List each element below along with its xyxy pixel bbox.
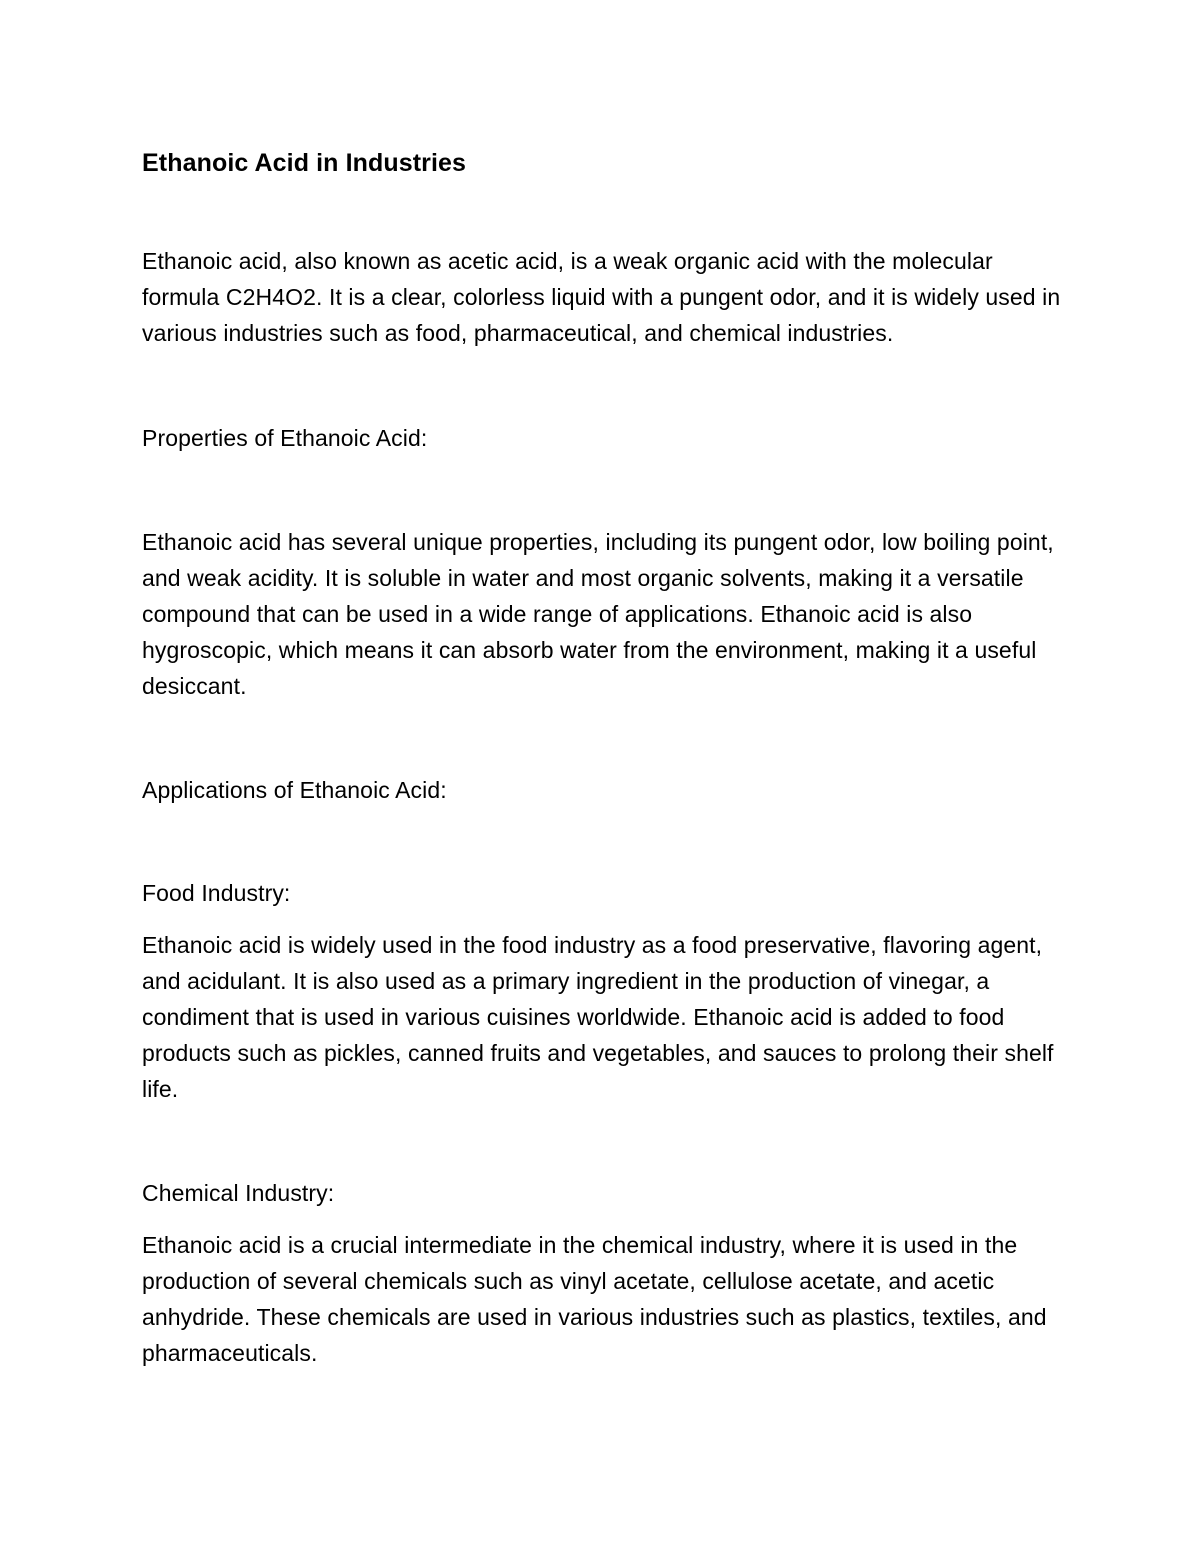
intro-paragraph: Ethanoic acid, also known as acetic acid, is a weak organic acid with the molecular formula C2H4O2. It is a clear, colorless liquid with a pungent odor, and it is widely used in various industries such as food, pharmaceutical, and chemical industries.	[142, 248, 1061, 346]
chemical-industry-paragraph: Ethanoic acid is a crucial intermediate in the chemical industry, where it is used in the production of several chemicals such as vinyl acetate, cellulose acetate, and acetic anhydride. These chemicals are used in various industries such as plastics, textiles, and pharmaceuticals.	[142, 1232, 1047, 1366]
properties-paragraph: Ethanoic acid has several unique properties, including its pungent odor, low boiling point, and weak acidity. It is soluble in water and most organic solvents, making it a versatile compound that can be used in a wide range of applications. Ethanoic acid is also hygroscopic, which means it can absorb water from the environment, making it a useful desiccant.	[142, 529, 1054, 699]
applications-heading: Applications of Ethanoic Acid:	[142, 777, 447, 803]
properties-heading: Properties of Ethanoic Acid:	[142, 425, 428, 451]
chemical-industry-heading: Chemical Industry:	[142, 1180, 335, 1206]
food-industry-paragraph: Ethanoic acid is widely used in the food industry as a food preservative, flavoring agent, and acidulant. It is also used as a primary ingredient in the production of vinegar, a condiment that is used in various cuisines worldwide. Ethanoic acid is added to food products such as pickles, canned fruits and vegetables, and sauces to prolong their shelf life.	[142, 932, 1054, 1102]
document-title: Ethanoic Acid in Industries	[142, 149, 467, 177]
food-industry-heading: Food Industry:	[142, 880, 291, 906]
